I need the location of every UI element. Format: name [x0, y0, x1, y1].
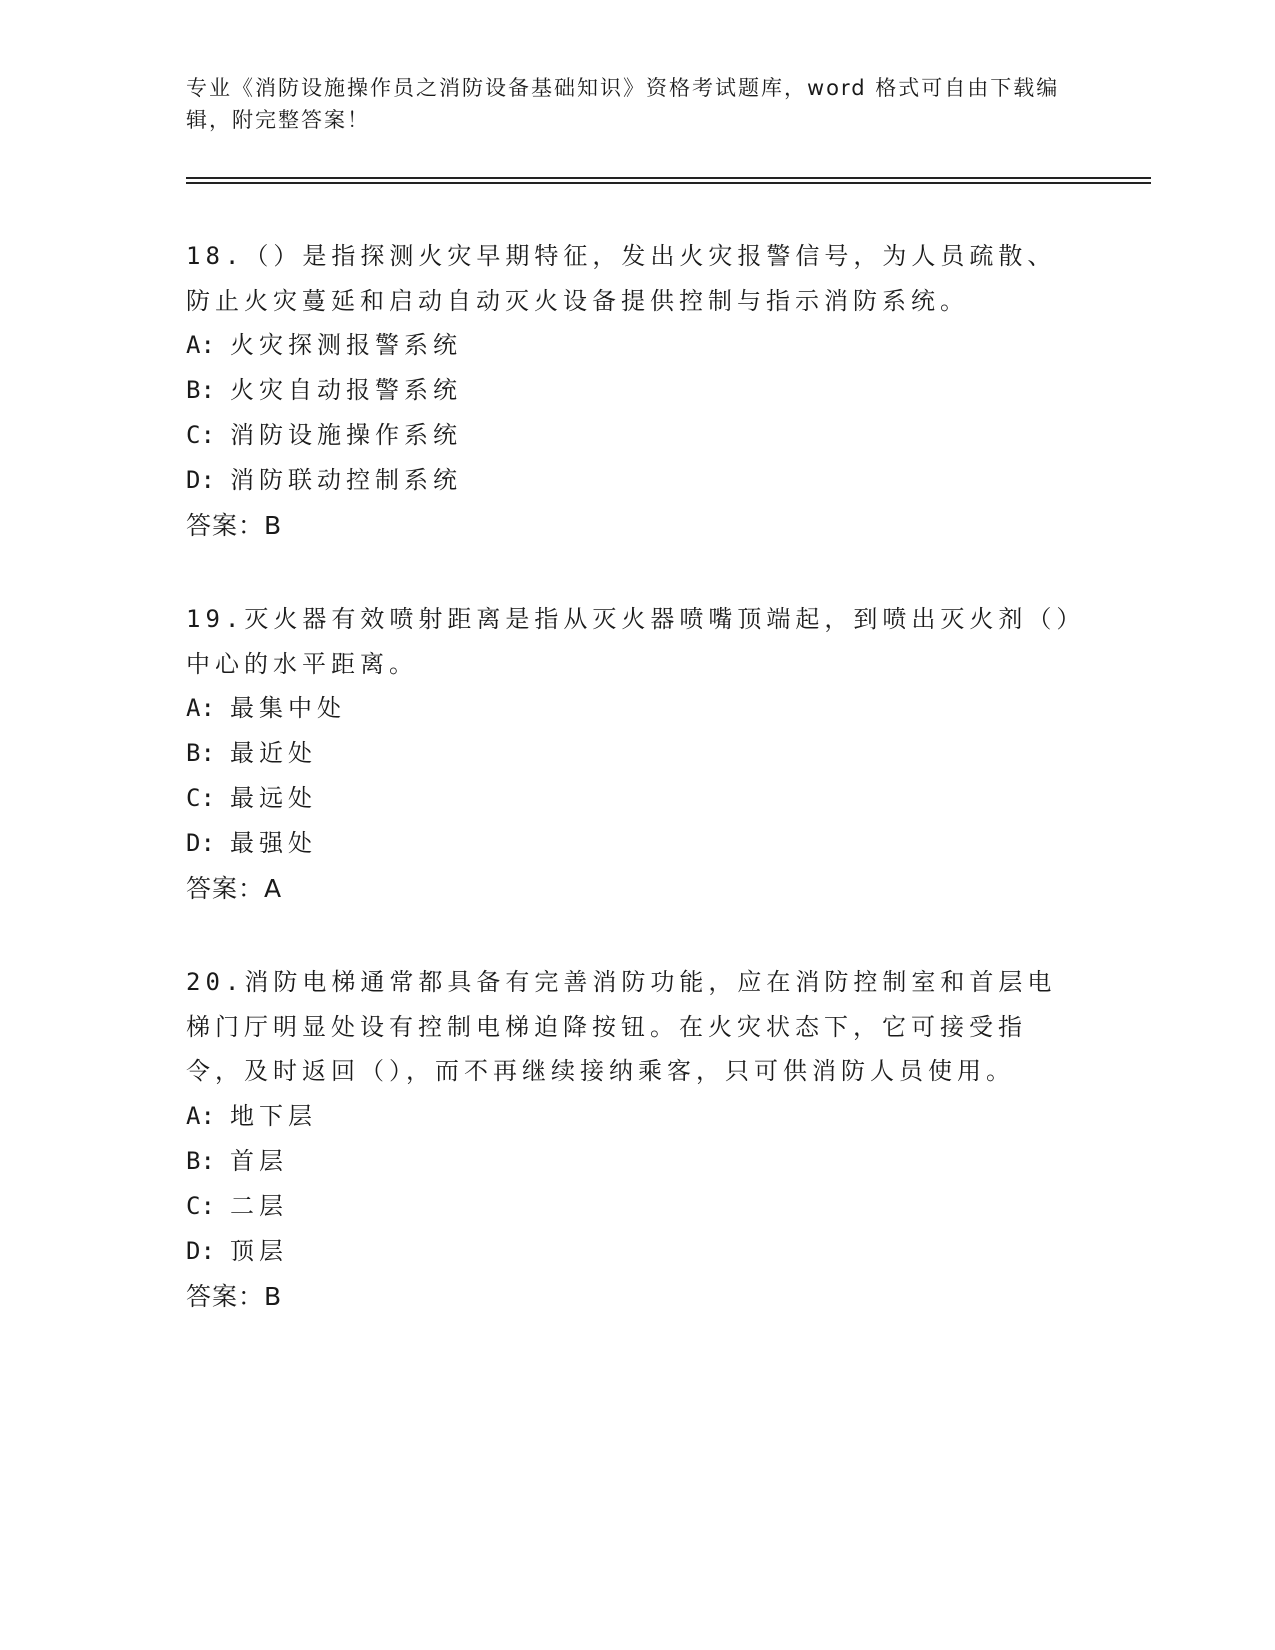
- option-text: 首层: [230, 1146, 288, 1175]
- option-letter: A:: [186, 1101, 215, 1130]
- document-header: 专业《消防设施操作员之消防设备基础知识》资格考试题库，word 格式可自由下载编辑，附完整答案！: [186, 76, 1060, 132]
- option-letter: A:: [186, 331, 215, 359]
- question-19: [186, 597, 1076, 911]
- option-text: 消防联动控制系统: [230, 466, 462, 494]
- option-letter: B:: [186, 1146, 215, 1175]
- option-a: [186, 1094, 1076, 1139]
- option-b: [186, 1139, 1076, 1184]
- option-d: [186, 1229, 1076, 1274]
- option-text: 最近处: [230, 739, 317, 767]
- option-text: 消防设施操作系统: [230, 421, 462, 449]
- option-letter: B:: [186, 739, 215, 767]
- answer-label: 答案：B: [186, 1281, 283, 1311]
- option-text: 地下层: [230, 1101, 317, 1130]
- answer-label: 答案：B: [186, 511, 283, 540]
- option-letter: A:: [186, 694, 215, 722]
- header-divider-top: [186, 177, 1151, 179]
- answer-label: 答案：A: [186, 874, 283, 903]
- option-c: [186, 776, 1076, 821]
- option-b: [186, 731, 1076, 776]
- option-c: [186, 1184, 1076, 1229]
- option-letter: C:: [186, 1191, 215, 1220]
- option-a: [186, 686, 1076, 731]
- option-text: 火灾自动报警系统: [230, 376, 462, 404]
- option-letter: B:: [186, 376, 215, 404]
- option-c: [186, 413, 1076, 458]
- option-letter: C:: [186, 784, 215, 812]
- option-letter: C:: [186, 421, 215, 449]
- option-text: 最强处: [230, 829, 317, 857]
- option-letter: D:: [186, 829, 215, 857]
- option-text: 二层: [230, 1191, 288, 1220]
- option-text: 最集中处: [230, 694, 346, 722]
- question-20: [186, 960, 1076, 1319]
- header-divider-bottom: [186, 182, 1151, 184]
- option-letter: D:: [186, 466, 215, 494]
- option-text: 火灾探测报警系统: [230, 331, 462, 359]
- option-letter: D:: [186, 1236, 215, 1265]
- option-b: [186, 368, 1076, 413]
- option-d: [186, 821, 1076, 866]
- option-d: [186, 458, 1076, 503]
- option-text: 顶层: [230, 1236, 288, 1265]
- option-text: 最远处: [230, 784, 317, 812]
- question-text: 19.灭火器有效喷射距离是指从灭火器喷嘴顶端起，到喷出灭火剂（）中心的水平距离。: [186, 605, 1074, 678]
- question-text: 18.（）是指探测火灾早期特征，发出火灾报警信号，为人员疏散、防止火灾蔓延和启动自动灭火设备提供控制与指示消防系统。: [186, 242, 1057, 315]
- question-text: 20.消防电梯通常都具备有完善消防功能，应在消防控制室和首层电梯门厅明显处设有控制电梯迫降按钮。在火灾状态下，它可接受指令，及时返回（），而不再继续接纳乘客，只可供消防人员使用。: [186, 968, 1057, 1085]
- option-a: [186, 323, 1076, 368]
- question-18: [186, 234, 1076, 548]
